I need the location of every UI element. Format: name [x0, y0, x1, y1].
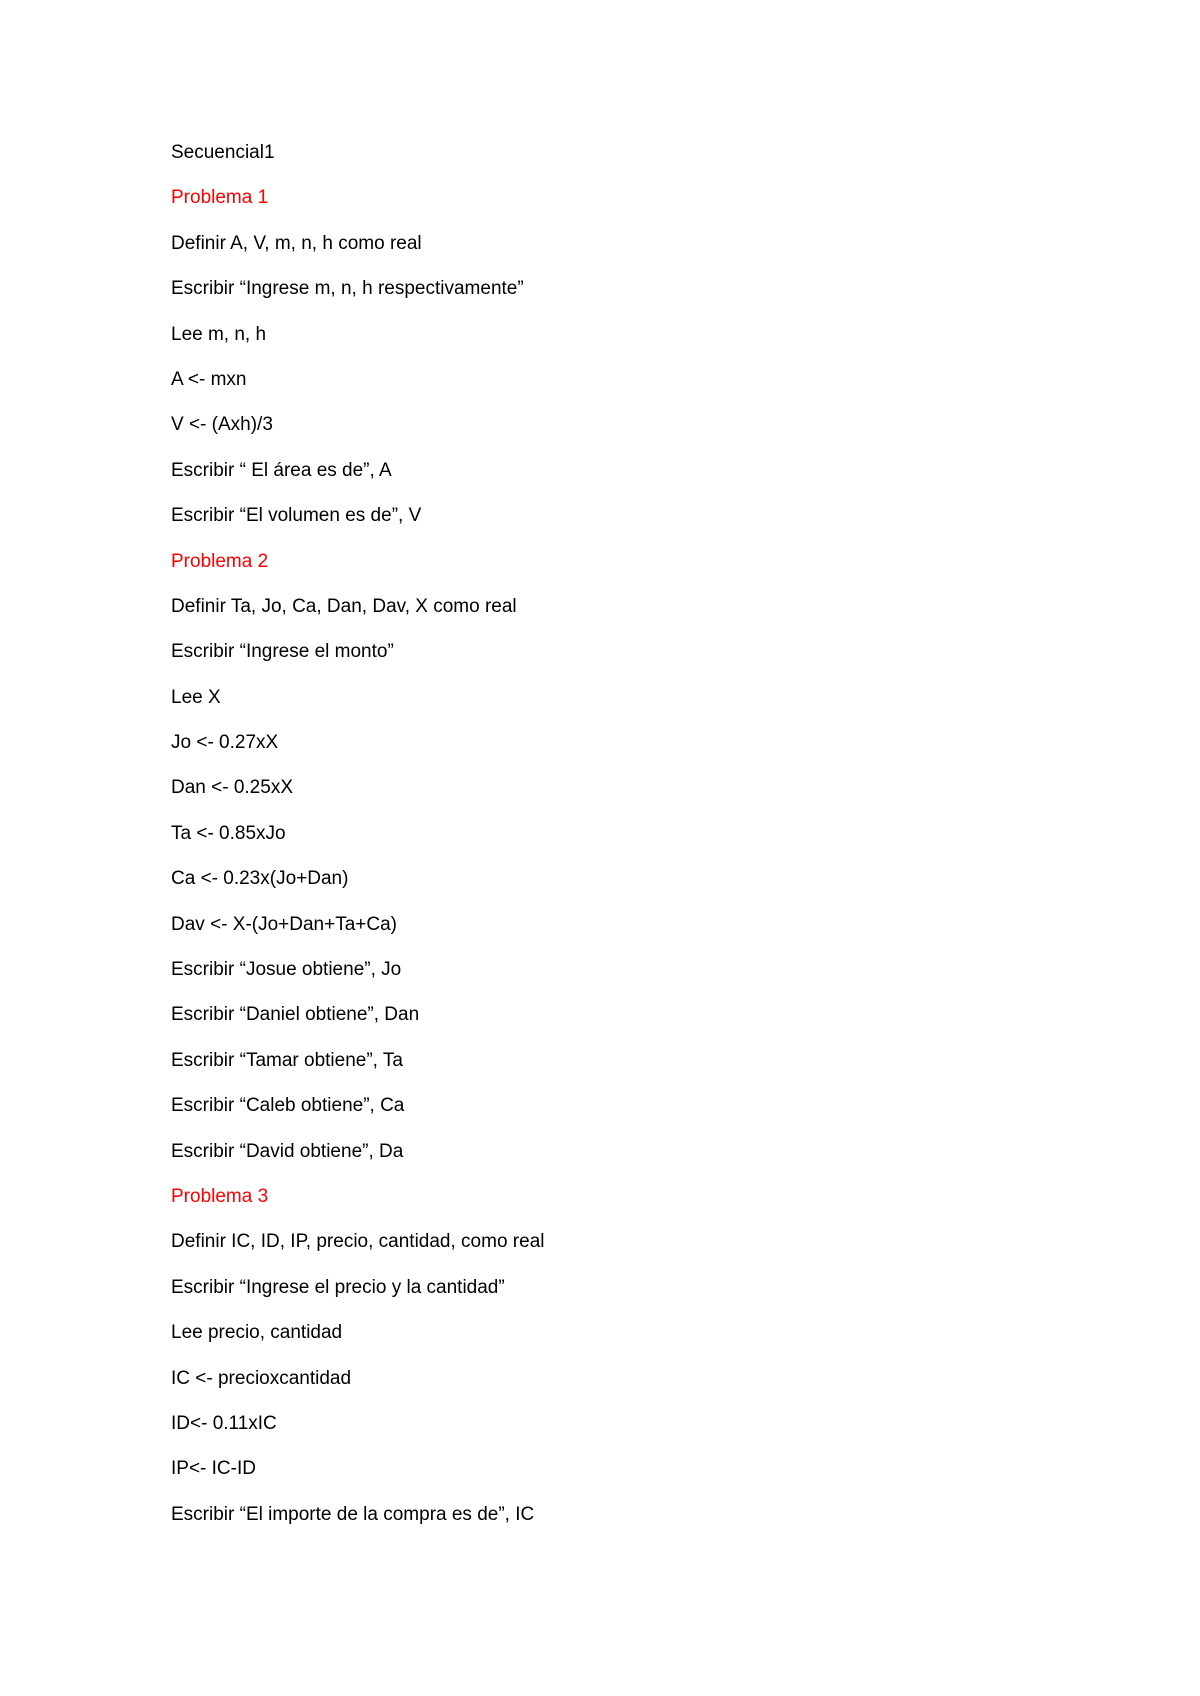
pseudocode-line: Definir Ta, Jo, Ca, Dan, Dav, X como real — [171, 595, 517, 617]
pseudocode-line: Escribir “ El área es de”, A — [171, 459, 392, 481]
section-heading: Problema 1 — [171, 187, 269, 209]
pseudocode-line: IP<- IC-ID — [171, 1458, 256, 1480]
pseudocode-line: Escribir “El volumen es de”, V — [171, 505, 422, 527]
pseudocode-line: Lee X — [171, 686, 221, 708]
pseudocode-line: Escribir “Ingrese m, n, h respectivamente” — [171, 278, 524, 300]
pseudocode-line: ID<- 0.11xIC — [171, 1412, 277, 1434]
pseudocode-line: V <- (Axh)/3 — [171, 414, 273, 436]
pseudocode-line: IC <- precioxcantidad — [171, 1367, 352, 1389]
pseudocode-line: Escribir “David obtiene”, Da — [171, 1140, 404, 1162]
pseudocode-line: Escribir “Josue obtiene”, Jo — [171, 959, 402, 981]
pseudocode-line: Ca <- 0.23x(Jo+Dan) — [171, 868, 349, 890]
document-title: Secuencial1 — [171, 142, 275, 163]
pseudocode-line: Escribir “Daniel obtiene”, Dan — [171, 1004, 420, 1026]
pseudocode-line: Escribir “Caleb obtiene”, Ca — [171, 1095, 405, 1117]
pseudocode-line: Definir IC, ID, IP, precio, cantidad, como real — [171, 1231, 545, 1253]
pseudocode-line: Escribir “Tamar obtiene”, Ta — [171, 1049, 403, 1071]
pseudocode-line: A <- mxn — [171, 368, 247, 390]
pseudocode-line: Jo <- 0.27xX — [171, 732, 279, 754]
pseudocode-line: Ta <- 0.85xJo — [171, 822, 286, 844]
pseudocode-line: Dan <- 0.25xX — [171, 777, 293, 799]
section-heading: Problema 2 — [171, 550, 269, 572]
pseudocode-line: Escribir “Ingrese el monto” — [171, 641, 394, 663]
pseudocode-line: Lee m, n, h — [171, 323, 267, 345]
section-heading: Problema 3 — [171, 1185, 269, 1207]
pseudocode-line: Definir A, V, m, n, h como real — [171, 232, 422, 254]
pseudocode-line: Lee precio, cantidad — [171, 1322, 343, 1344]
pseudocode-line: Escribir “Ingrese el precio y la cantidad” — [171, 1276, 505, 1298]
pseudocode-line: Escribir “El importe de la compra es de”, IC — [171, 1503, 535, 1525]
pseudocode-line: Dav <- X-(Jo+Dan+Ta+Ca) — [171, 913, 397, 935]
document-body — [171, 142, 1071, 1549]
